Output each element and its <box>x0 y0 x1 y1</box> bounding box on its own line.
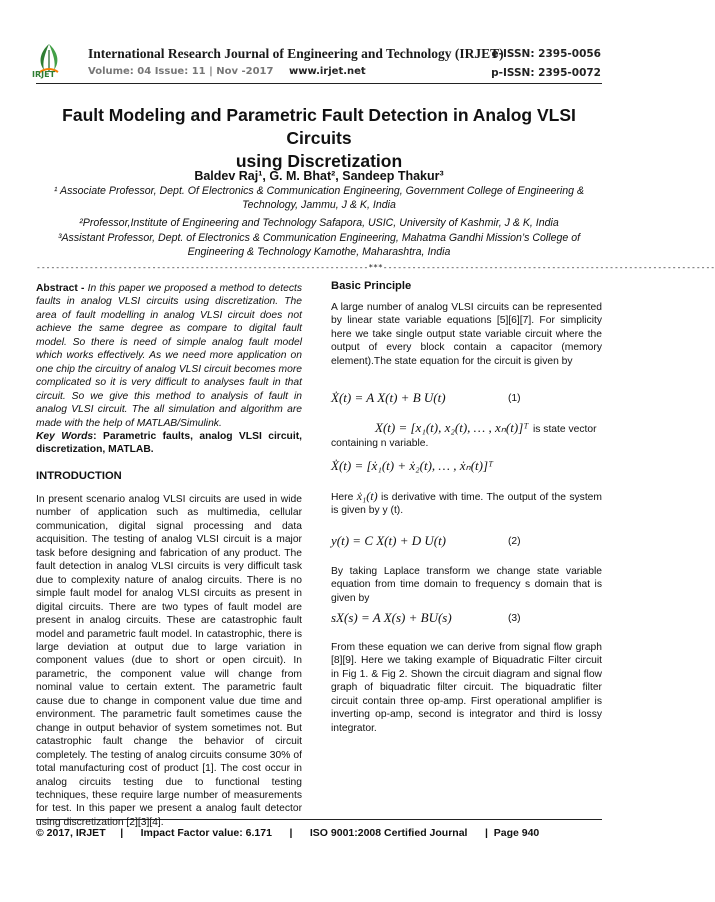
abstract <box>36 282 302 430</box>
paper-title <box>40 104 598 173</box>
irjet-logo <box>34 42 64 82</box>
basic-principle-para-4: By taking Laplace transform we change state variable equation from time domain to frequency s domain that is given by <box>331 566 602 604</box>
title-line-2: using Discretization <box>235 151 403 171</box>
section-separator: ---------------------------------------------------------------------***--------------------------------------------------------------------- <box>36 263 715 272</box>
affiliation-3: ³Assistant Professor, Dept. of Electronics & Communication Engineering, Mahatma Gandhi Mission’s College of <box>57 232 581 244</box>
volume-issue: Volume: 04 Issue: 11 | Nov -2017 <box>88 66 274 77</box>
authors: Baldev Raj¹, G. M. Bhat², Sandeep Thakur³ <box>194 169 444 183</box>
equation-2-number: (2) <box>508 536 521 547</box>
affiliation-1-cont: Technology, Jammu, J & K, India <box>242 199 396 211</box>
footer-divider <box>36 819 602 820</box>
equation-3: sX(s) = A X(s) + BU(s) <box>331 610 452 625</box>
basic-principle-para-5: From these equation we can derive from signal flow graph [8][9]. Here we taking example of Biquadratic Filter circuit in Fig 1. & Fig 2. Shown the circuit diagram and signal flow graph of biquadratic filter circuit. The biquadratic filter circuit contain three op-amp. First operational amplifier is inverting op-amp, second is integrator and third is lossy integrator. <box>331 642 602 734</box>
footer: © 2017, IRJET | Impact Factor value: 6.171 | ISO 9001:2008 Certified Journal | Page 940 <box>36 827 540 839</box>
equation-2: y(t) = C X(t) + D U(t) <box>331 533 447 548</box>
state-vector-text: is state vector <box>533 424 597 435</box>
keywords-label: Key Words <box>36 431 94 442</box>
derivative-symbol: ẋ₁(t) <box>356 489 378 503</box>
equation-derivative-vector: Ẋ(t) = [ẋ₁(t) + ẋ₂(t), … , ẋₙ(t)]ᵀ <box>331 458 494 473</box>
introduction-text: In present scenario analog VLSI circuits are used in wide number of application such as multimedia, cellular communication, digital signal processing and data acquisition. The testing of analog VLSI circuit is a major task before designing and fabrication of any product. The fault detection in analog VLSI circuits is very difficult task due to complexity nature of analog circuits. There is no simple fault model for analog VLSI circuits as present in digital circuits. There are two types of fault model are present in analog circuits. These are catastrophic fault model and parametric fault model. In catastrophic, there is large deviation at output due to large variation in component values (due to short or open circuit). In parametric, the component value will change from nominal value to certain extent. The parametric fault cause due to change in component value due time and environment. The parametric fault sometimes cause the change in output behavior of system sometimes not. But catastrophic fault change the behavior of circuit completely. The testing of analog circuits consume 30% of total manufacturing cost of product [1]. The cost occur in analog circuits testing due to functional testing techniques, these require large number of measurements for test. In this paper we present a analog fault detector using discretization [2][3][4]. <box>36 494 302 828</box>
logo-text: IRJET <box>32 70 56 79</box>
abstract-label: Abstract - <box>36 283 85 294</box>
equation-state-vector: X(t) = [x₁(t), x₂(t), … , xₙ(t)]ᵀ <box>375 420 529 435</box>
header-divider <box>36 83 602 84</box>
abstract-text: In this paper we proposed a method to detects faults in analog VLSI circuits using discretization. The area of fault modelling in analog VLSI circuit does not achieve the same degree as compare to digital fault model. So there is need of simple analog fault model which works effectively. As we need more application on one chip the circuitry of analog VLSI circuit becomes more complicated so it is very difficult to analyses fault in that circuit. So we give this method to analysis of fault in analog VLSI circuit. The all simulation and algorithm are made with the help of MATLAB/Simulink. <box>36 283 302 429</box>
derivative-text-pre: Here <box>331 492 354 503</box>
p-issn: p-ISSN: 2395-0072 <box>491 67 601 79</box>
keywords-text: : Parametric faults, analog VLSI circuit, discretization, MATLAB. <box>36 431 302 456</box>
affiliation-1: ¹ Associate Professor, Dept. Of Electronics & Communication Engineering, Government College of Engineering & <box>53 185 585 197</box>
introduction-heading: INTRODUCTION <box>36 470 122 482</box>
keywords <box>36 430 302 457</box>
state-vector-text-cont: containing n variable. <box>331 438 429 449</box>
journal-name: International Research Journal of Engineering and Technology (IRJET) <box>88 46 504 61</box>
derivative-text-post: is derivative with time. The output of the system is given by y (t). <box>331 492 602 517</box>
equation-1: Ẋ(t) = A X(t) + B U(t) <box>331 390 446 405</box>
basic-principle-heading: Basic Principle <box>331 280 412 292</box>
equation-3-number: (3) <box>508 613 521 624</box>
derivative-description <box>331 490 602 518</box>
basic-principle-para-1: A large number of analog VLSI circuits can be represented by linear state variable equations [5][6][7]. For simplicity here we take single output state variable circuit where the output of every block contain a capacitor (memory element).The state equation for the circuit is given by <box>331 302 602 367</box>
title-line-1: Fault Modeling and Parametric Fault Detection in Analog VLSI Circuits <box>62 105 576 148</box>
equation-1-number: (1) <box>508 393 521 404</box>
affiliation-2: ²Professor,Institute of Engineering and Technology Safapora, USIC, University of Kashmir, J & K, India <box>79 217 559 229</box>
journal-url[interactable]: www.irjet.net <box>289 66 366 77</box>
e-issn: e-ISSN: 2395-0056 <box>491 48 601 60</box>
affiliation-3-cont: Engineering & Technology Kamothe, Maharashtra, India <box>187 246 451 258</box>
